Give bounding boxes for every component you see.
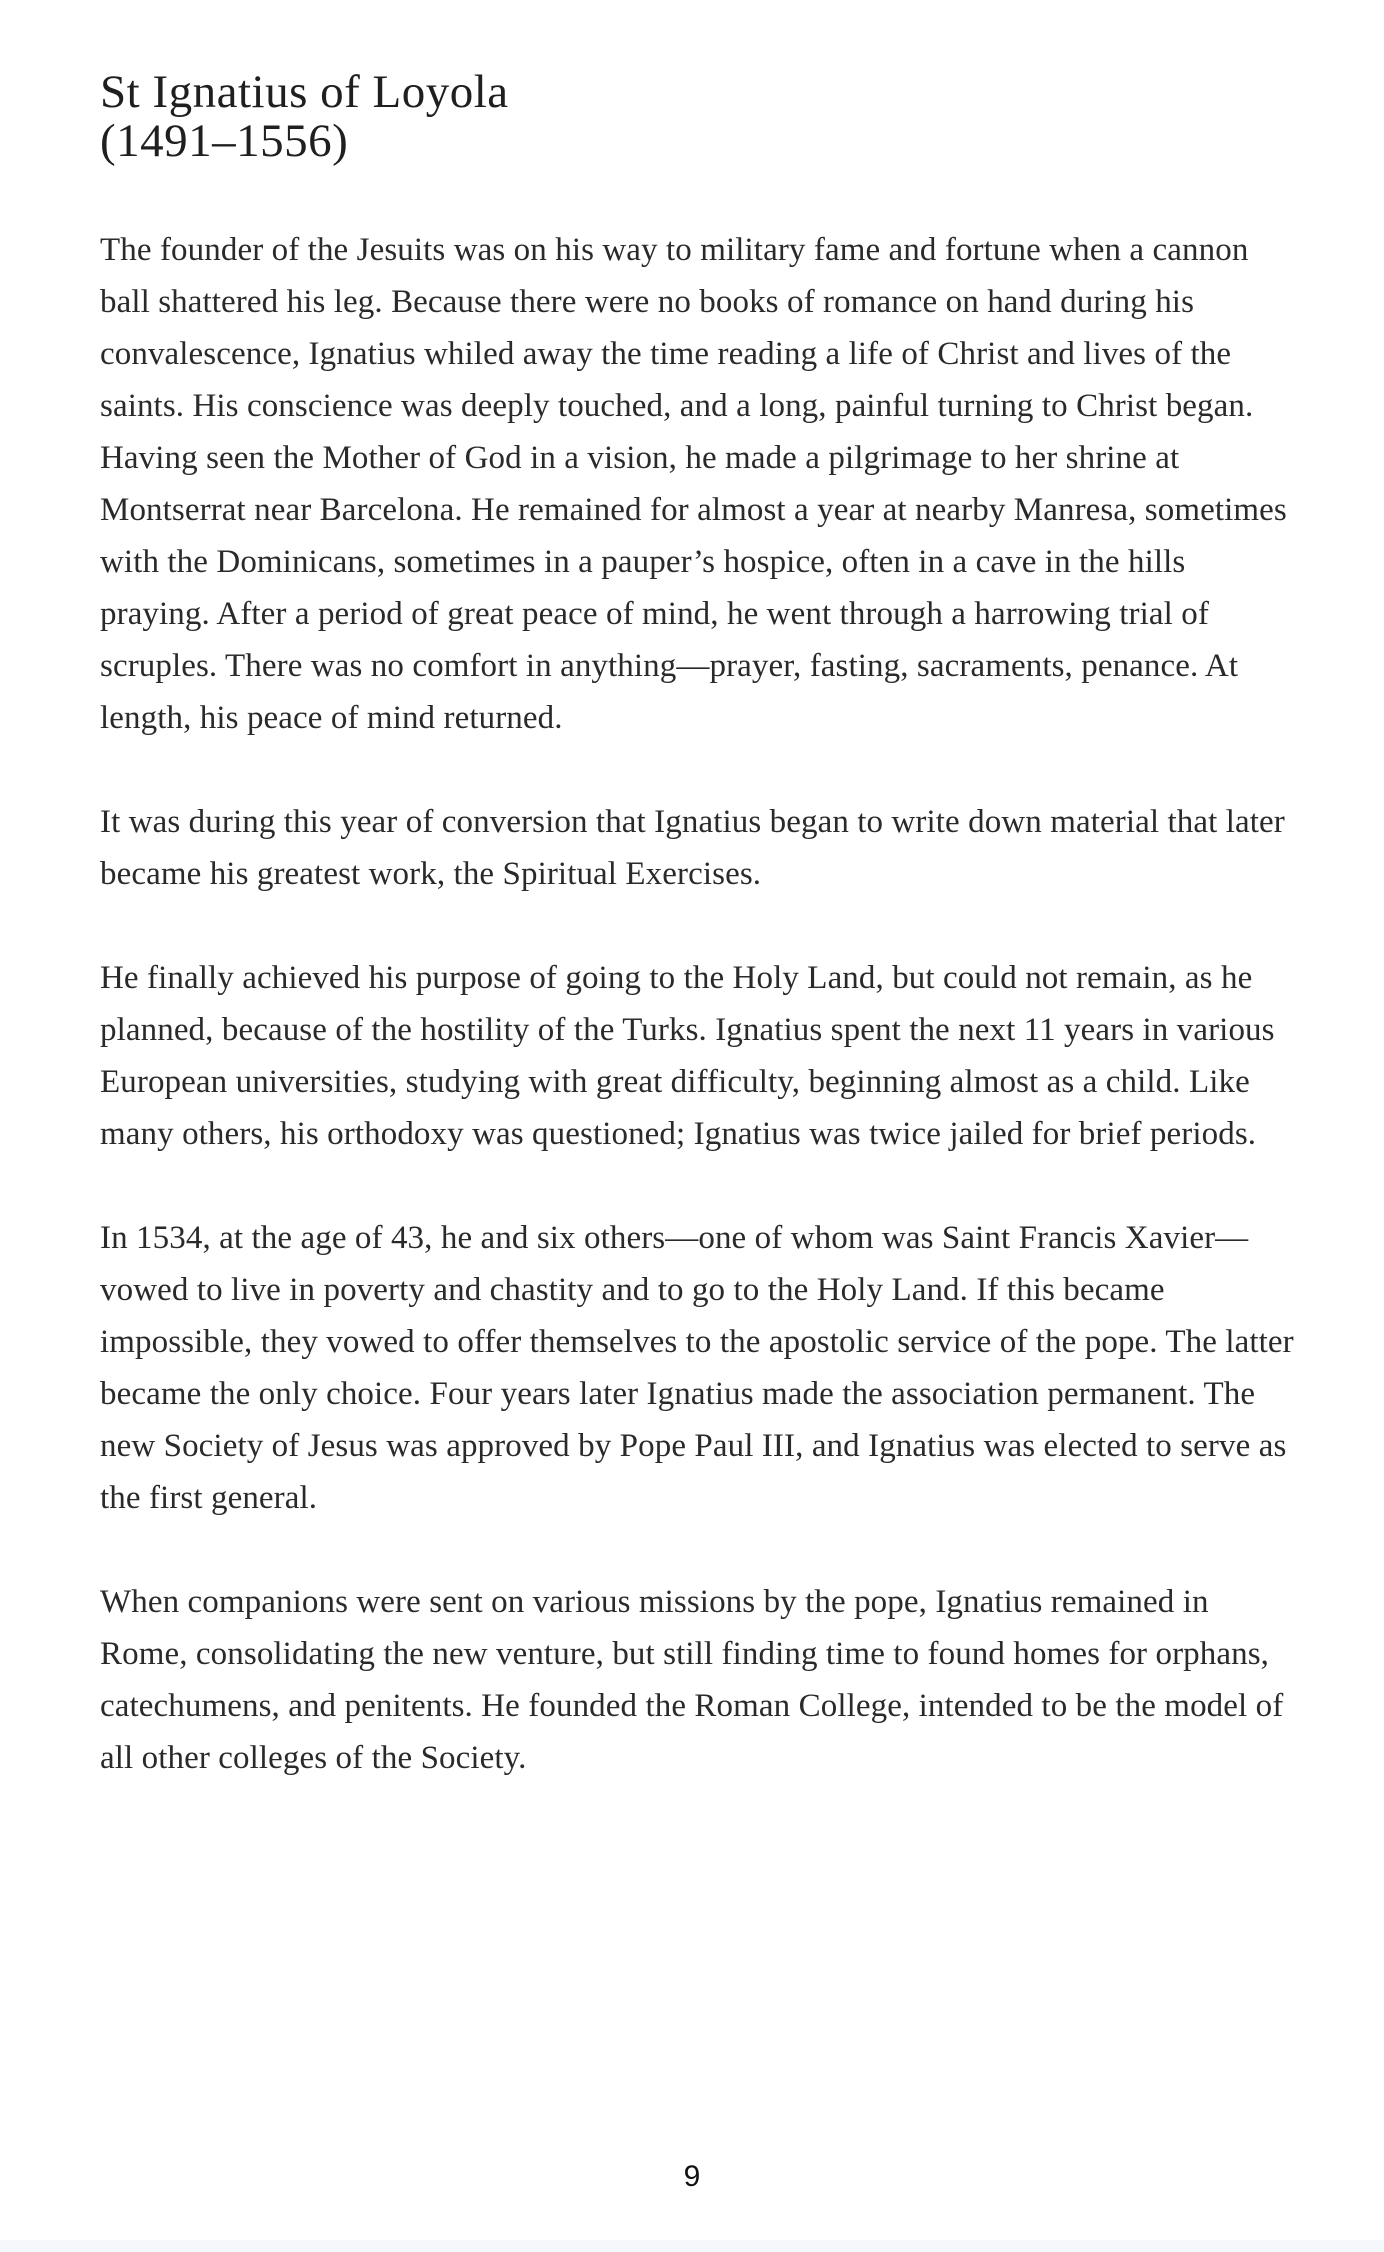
paragraph-2: It was during this year of conversion that Ignatius began to write down material that later became his greatest work, the Spiritual Exercises. — [100, 803, 1285, 892]
page-number: 9 — [683, 2160, 701, 2193]
title-name-line: St Ignatius of Loyola — [100, 66, 509, 118]
title-years-line: (1491–1556) — [100, 114, 349, 167]
paragraph-1: The founder of the Jesuits was on his way to military fame and fortune when a cannon ball shattered his leg. Because there were no books of romance on hand during his convalescence, Ignatius whiled away the time reading a life of Christ and lives of the saints. His conscience was deeply touched, and a long, painful turning to Christ began. Having seen the Mother of God in a vision, he made a pilgrimage to her shrine at Montserrat near Barcelona. He remained for almost a year at nearby Manresa, sometimes with the Dominicans, sometimes in a pauper’s hospice, often in a cave in the hills praying. After a period of great peace of mind, he went through a harrowing trial of scruples. There was no comfort in anything—prayer, fasting, sacraments, penance. At length, his peace of mind returned. — [100, 231, 1287, 736]
page-content — [100, 68, 1300, 1836]
bottom-edge-bar — [0, 2240, 1384, 2252]
paragraph-5: When companions were sent on various missions by the pope, Ignatius remained in Rome, consolidating the new venture, but still finding time to found homes for orphans, catechumens, and penitents. He founded the Roman College, intended to be the model of all other colleges of the Society. — [100, 1583, 1284, 1776]
document-body — [100, 224, 1300, 1784]
paragraph-3: He finally achieved his purpose of going to the Holy Land, but could not remain, as he planned, because of the hostility of the Turks. Ignatius spent the next 11 years in various European universities, studying with great difficulty, beginning almost as a child. Like many others, his orthodoxy was questioned; Ignatius was twice jailed for brief periods. — [100, 959, 1275, 1152]
paragraph-4: In 1534, at the age of 43, he and six others—one of whom was Saint Francis Xavier—vowed to live in poverty and chastity and to go to the Holy Land. If this became impossible, they vowed to offer themselves to the apostolic service of the pope. The latter became the only choice. Four years later Ignatius made the association permanent. The new Society of Jesus was approved by Pope Paul III, and Ignatius was elected to serve as the first general. — [100, 1219, 1294, 1516]
page-title — [100, 68, 1300, 166]
